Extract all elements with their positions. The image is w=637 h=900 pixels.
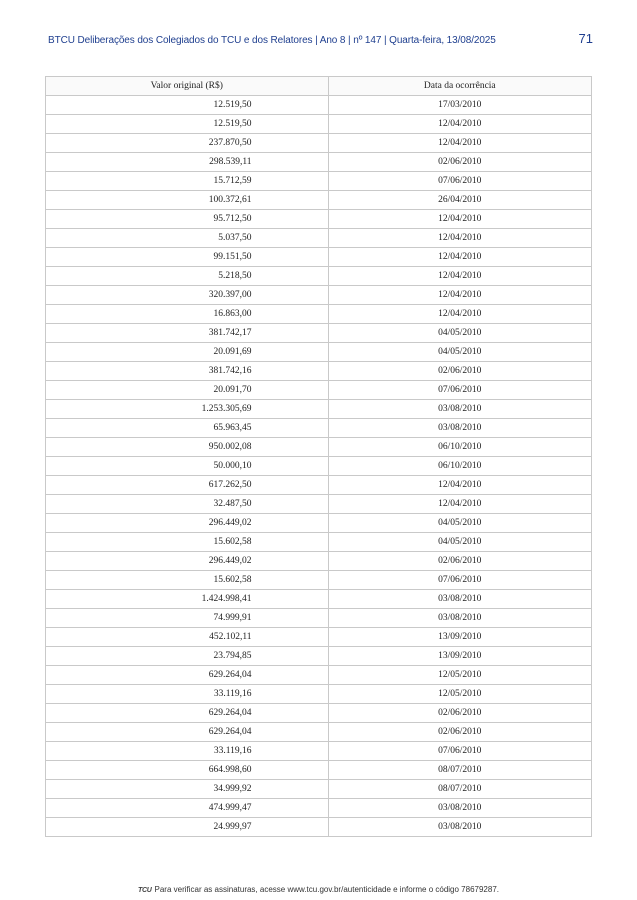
table-row: [46, 134, 592, 153]
valor-original-cell: 629.264,04: [46, 666, 329, 685]
table-row: [46, 286, 592, 305]
table-row: [46, 362, 592, 381]
table-row: [46, 419, 592, 438]
valor-original-cell: 99.151,50: [46, 248, 329, 267]
data-ocorrencia-cell: 12/04/2010: [328, 115, 591, 134]
valor-original-cell: 20.091,70: [46, 381, 329, 400]
data-ocorrencia-cell: 02/06/2010: [328, 723, 591, 742]
table-row: [46, 704, 592, 723]
valor-original-cell: 629.264,04: [46, 704, 329, 723]
data-ocorrencia-cell: 04/05/2010: [328, 533, 591, 552]
table-row: [46, 191, 592, 210]
page-header: [48, 31, 593, 53]
table-row: [46, 647, 592, 666]
table-row: [46, 381, 592, 400]
page-number: 71: [578, 31, 593, 46]
data-ocorrencia-cell: 03/08/2010: [328, 609, 591, 628]
data-ocorrencia-cell: 02/06/2010: [328, 153, 591, 172]
valor-original-cell: 5.037,50: [46, 229, 329, 248]
table-row: [46, 153, 592, 172]
valor-original-cell: 12.519,50: [46, 96, 329, 115]
table-row: [46, 115, 592, 134]
table-row: [46, 742, 592, 761]
table-row: [46, 552, 592, 571]
valor-original-cell: 381.742,17: [46, 324, 329, 343]
valor-original-cell: 296.449,02: [46, 552, 329, 571]
data-ocorrencia-cell: 02/06/2010: [328, 552, 591, 571]
valor-original-cell: 320.397,00: [46, 286, 329, 305]
valor-original-cell: 617.262,50: [46, 476, 329, 495]
valor-original-cell: 15.712,59: [46, 172, 329, 191]
table-row: [46, 571, 592, 590]
valor-original-cell: 74.999,91: [46, 609, 329, 628]
data-ocorrencia-cell: 17/03/2010: [328, 96, 591, 115]
table-row: [46, 172, 592, 191]
data-ocorrencia-cell: 04/05/2010: [328, 343, 591, 362]
data-ocorrencia-cell: 02/06/2010: [328, 362, 591, 381]
tcu-logo-icon: TCU: [138, 887, 152, 894]
table-row: [46, 476, 592, 495]
data-ocorrencia-cell: 12/04/2010: [328, 248, 591, 267]
data-ocorrencia-cell: 03/08/2010: [328, 590, 591, 609]
table-row: [46, 533, 592, 552]
table-row: [46, 305, 592, 324]
data-ocorrencia-cell: 12/04/2010: [328, 476, 591, 495]
valor-original-cell: 33.119,16: [46, 742, 329, 761]
data-ocorrencia-cell: 04/05/2010: [328, 324, 591, 343]
table-row: [46, 723, 592, 742]
valor-original-cell: 16.863,00: [46, 305, 329, 324]
data-ocorrencia-cell: 02/06/2010: [328, 704, 591, 723]
table-row: [46, 609, 592, 628]
valor-original-cell: 1.424.998,41: [46, 590, 329, 609]
table-row: [46, 590, 592, 609]
valor-original-cell: 95.712,50: [46, 210, 329, 229]
data-ocorrencia-cell: 12/04/2010: [328, 286, 591, 305]
data-ocorrencia-cell: 13/09/2010: [328, 628, 591, 647]
data-ocorrencia-cell: 03/08/2010: [328, 799, 591, 818]
valor-original-cell: 629.264,04: [46, 723, 329, 742]
data-ocorrencia-cell: 07/06/2010: [328, 571, 591, 590]
table-row: [46, 343, 592, 362]
table-row: [46, 799, 592, 818]
column-header-data: Data da ocorrência: [328, 77, 591, 96]
column-header-valor: Valor original (R$): [46, 77, 329, 96]
valor-original-cell: 5.218,50: [46, 267, 329, 286]
valor-original-cell: 664.998,60: [46, 761, 329, 780]
valor-original-cell: 50.000,10: [46, 457, 329, 476]
data-ocorrencia-cell: 13/09/2010: [328, 647, 591, 666]
valor-original-cell: 15.602,58: [46, 571, 329, 590]
data-ocorrencia-cell: 07/06/2010: [328, 742, 591, 761]
valor-original-cell: 474.999,47: [46, 799, 329, 818]
valor-original-cell: 20.091,69: [46, 343, 329, 362]
data-ocorrencia-cell: 12/04/2010: [328, 305, 591, 324]
valor-original-cell: 23.794,85: [46, 647, 329, 666]
table-row: [46, 818, 592, 837]
data-ocorrencia-cell: 12/04/2010: [328, 229, 591, 248]
table-row: [46, 438, 592, 457]
table-row: [46, 248, 592, 267]
valor-original-cell: 12.519,50: [46, 115, 329, 134]
data-ocorrencia-cell: 12/05/2010: [328, 666, 591, 685]
data-ocorrencia-cell: 12/04/2010: [328, 267, 591, 286]
table-row: [46, 267, 592, 286]
valor-original-cell: 32.487,50: [46, 495, 329, 514]
valor-original-cell: 381.742,16: [46, 362, 329, 381]
data-ocorrencia-cell: 26/04/2010: [328, 191, 591, 210]
valor-original-cell: 24.999,97: [46, 818, 329, 837]
data-ocorrencia-cell: 12/04/2010: [328, 495, 591, 514]
data-ocorrencia-cell: 12/04/2010: [328, 210, 591, 229]
valor-original-cell: 65.963,45: [46, 419, 329, 438]
table-header-row: [46, 77, 592, 96]
table-row: [46, 514, 592, 533]
valor-original-cell: 15.602,58: [46, 533, 329, 552]
table-row: [46, 495, 592, 514]
table-row: [46, 628, 592, 647]
table-row: [46, 324, 592, 343]
data-ocorrencia-cell: 06/10/2010: [328, 438, 591, 457]
table-row: [46, 685, 592, 704]
data-ocorrencia-cell: 12/05/2010: [328, 685, 591, 704]
data-ocorrencia-cell: 06/10/2010: [328, 457, 591, 476]
data-ocorrencia-cell: 08/07/2010: [328, 780, 591, 799]
valor-original-cell: 296.449,02: [46, 514, 329, 533]
table-row: [46, 457, 592, 476]
data-ocorrencia-cell: 04/05/2010: [328, 514, 591, 533]
valor-original-cell: 1.253.305,69: [46, 400, 329, 419]
verification-note: Para verificar as assinaturas, acesse www.tcu.gov.br/autenticidade e informe o código 78679287.: [154, 885, 499, 894]
bulletin-title: BTCU Deliberações dos Colegiados do TCU e dos Relatores | Ano 8 | nº 147 | Quarta-feira, 13/08/2025: [48, 35, 496, 46]
valor-original-cell: 298.539,11: [46, 153, 329, 172]
table-row: [46, 666, 592, 685]
valor-original-cell: 34.999,92: [46, 780, 329, 799]
table-body: [46, 96, 592, 837]
table-row: [46, 210, 592, 229]
values-table: [45, 76, 592, 837]
data-ocorrencia-cell: 07/06/2010: [328, 381, 591, 400]
table-row: [46, 761, 592, 780]
data-ocorrencia-cell: 03/08/2010: [328, 419, 591, 438]
valor-original-cell: 33.119,16: [46, 685, 329, 704]
data-ocorrencia-cell: 07/06/2010: [328, 172, 591, 191]
data-ocorrencia-cell: 03/08/2010: [328, 400, 591, 419]
valor-original-cell: 100.372,61: [46, 191, 329, 210]
page-footer: [0, 885, 637, 894]
data-ocorrencia-cell: 03/08/2010: [328, 818, 591, 837]
valor-original-cell: 950.002,08: [46, 438, 329, 457]
table-row: [46, 400, 592, 419]
data-ocorrencia-cell: 08/07/2010: [328, 761, 591, 780]
valor-original-cell: 452.102,11: [46, 628, 329, 647]
valor-original-cell: 237.870,50: [46, 134, 329, 153]
data-ocorrencia-cell: 12/04/2010: [328, 134, 591, 153]
table-row: [46, 96, 592, 115]
table-row: [46, 229, 592, 248]
table-row: [46, 780, 592, 799]
